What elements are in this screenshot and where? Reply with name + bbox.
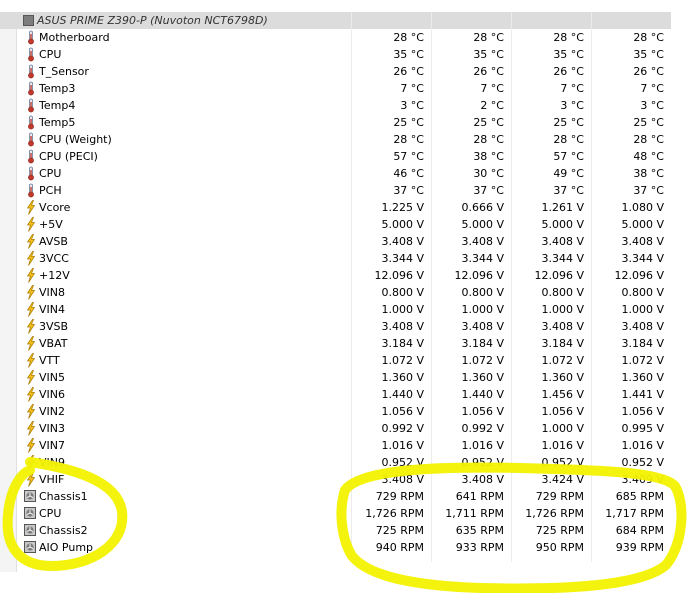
sensor-value: 5.000 V (621, 218, 664, 231)
sensor-value: 684 RPM (615, 524, 664, 537)
sensor-name: VHIF (39, 473, 65, 486)
sensor-table (0, 12, 671, 556)
sensor-value: 1.261 V (541, 201, 584, 214)
sensor-value: 933 RPM (455, 541, 504, 554)
sensor-value: 1.360 V (621, 371, 664, 384)
sensor-name: CPU (39, 48, 62, 61)
sensor-value: 1.360 V (461, 371, 504, 384)
column-separator (351, 12, 352, 562)
sensor-value: 1.360 V (541, 371, 584, 384)
sensor-value: 1.016 V (381, 439, 424, 452)
sensor-name: VIN5 (39, 371, 65, 384)
sensor-value: 3.408 V (381, 235, 424, 248)
sensor-value: 49 °C (553, 167, 584, 180)
sensor-name: VIN6 (39, 388, 65, 401)
sensor-value: 37 °C (553, 184, 584, 197)
thermometer-icon (26, 115, 36, 130)
sensor-name: Temp4 (39, 99, 76, 112)
sensor-value: 0.800 V (541, 286, 584, 299)
sensor-value: 1.000 V (381, 303, 424, 316)
sensor-name: Temp5 (39, 116, 76, 129)
chip-icon (23, 15, 34, 26)
sensor-value: 0.992 V (381, 422, 424, 435)
sensor-value: 3.408 V (461, 235, 504, 248)
thermometer-icon (26, 64, 36, 79)
sensor-name: Chassis1 (39, 490, 88, 503)
sensor-row[interactable] (0, 505, 671, 522)
sensor-row[interactable] (0, 267, 671, 284)
sensor-value: 25 °C (553, 116, 584, 129)
sensor-name: VTT (39, 354, 60, 367)
sensor-value: 28 °C (553, 31, 584, 44)
sensor-value: 3.184 V (461, 337, 504, 350)
voltage-icon (26, 472, 36, 487)
sensor-name: VIN8 (39, 286, 65, 299)
sensor-name: 3VSB (39, 320, 69, 333)
sensor-value: 939 RPM (615, 541, 664, 554)
sensor-value: 3.344 V (381, 252, 424, 265)
voltage-icon (26, 370, 36, 385)
sensor-name: Temp3 (39, 82, 76, 95)
sensor-row[interactable] (0, 182, 671, 199)
thermometer-icon (26, 132, 36, 147)
sensor-value: 3.408 V (381, 473, 424, 486)
thermometer-icon (26, 47, 36, 62)
sensor-value: 38 °C (633, 167, 664, 180)
sensor-row[interactable] (0, 454, 671, 471)
voltage-icon (26, 200, 36, 215)
sensor-value: 0.800 V (621, 286, 664, 299)
sensor-row[interactable] (0, 63, 671, 80)
sensor-row[interactable] (0, 403, 671, 420)
sensor-value: 685 RPM (615, 490, 664, 503)
sensor-name: T_Sensor (39, 65, 89, 78)
sensor-value: 3.408 V (621, 320, 664, 333)
sensor-name: +5V (39, 218, 63, 231)
sensor-value: 0.952 V (541, 456, 584, 469)
sensor-name: VIN3 (39, 422, 65, 435)
sensor-value: 46 °C (393, 167, 424, 180)
sensor-value: 12.096 V (534, 269, 584, 282)
sensor-name: +12V (39, 269, 70, 282)
column-separator (511, 12, 512, 562)
fan-icon (24, 490, 34, 505)
voltage-icon (26, 217, 36, 232)
sensor-value: 3.409 V (621, 473, 664, 486)
sensor-value: 0.952 V (381, 456, 424, 469)
sensor-value: 7 °C (400, 82, 424, 95)
voltage-icon (26, 302, 36, 317)
sensor-row[interactable] (0, 437, 671, 454)
thermometer-icon (26, 166, 36, 181)
voltage-icon (26, 455, 36, 470)
sensor-value: 1.016 V (541, 439, 584, 452)
sensor-value: 12.096 V (454, 269, 504, 282)
sensor-row[interactable] (0, 284, 671, 301)
sensor-value: 26 °C (633, 65, 664, 78)
sensor-row[interactable] (0, 420, 671, 437)
sensor-value: 1.225 V (381, 201, 424, 214)
sensor-value: 1,717 RPM (605, 507, 664, 520)
sensor-value: 28 °C (633, 133, 664, 146)
voltage-icon (26, 353, 36, 368)
sensor-value: 0.995 V (621, 422, 664, 435)
voltage-icon (26, 234, 36, 249)
sensor-value: 35 °C (633, 48, 664, 61)
sensor-name: Motherboard (39, 31, 110, 44)
sensor-value: 641 RPM (455, 490, 504, 503)
sensor-value: 1.000 V (541, 422, 584, 435)
thermometer-icon (26, 81, 36, 96)
sensor-value: 7 °C (560, 82, 584, 95)
sensor-value: 35 °C (473, 48, 504, 61)
sensor-value: 725 RPM (375, 524, 424, 537)
voltage-icon (26, 421, 36, 436)
sensor-row[interactable] (0, 301, 671, 318)
sensor-value: 0.952 V (621, 456, 664, 469)
sensor-value: 1.456 V (541, 388, 584, 401)
sensor-value: 3.184 V (541, 337, 584, 350)
voltage-icon (26, 387, 36, 402)
sensor-value: 5.000 V (381, 218, 424, 231)
sensor-value: 729 RPM (375, 490, 424, 503)
sensor-value: 1.000 V (541, 303, 584, 316)
sensor-value: 1.056 V (621, 405, 664, 418)
sensor-value: 30 °C (473, 167, 504, 180)
sensor-value: 1.080 V (621, 201, 664, 214)
sensor-row[interactable] (0, 335, 671, 352)
sensor-value: 3.408 V (381, 320, 424, 333)
sensor-value: 1.072 V (461, 354, 504, 367)
sensor-value: 28 °C (393, 31, 424, 44)
sensor-row[interactable] (0, 97, 671, 114)
sensor-name: Vcore (39, 201, 71, 214)
sensor-name: VBAT (39, 337, 68, 350)
sensor-name: 3VCC (39, 252, 69, 265)
thermometer-icon (26, 183, 36, 198)
sensor-row[interactable] (0, 148, 671, 165)
voltage-icon (26, 336, 36, 351)
sensor-value: 3.344 V (461, 252, 504, 265)
sensor-value: 3.184 V (381, 337, 424, 350)
sensor-value: 35 °C (553, 48, 584, 61)
sensor-value: 2 °C (480, 99, 504, 112)
sensor-value: 3.408 V (461, 473, 504, 486)
sensor-value: 729 RPM (535, 490, 584, 503)
sensor-value: 3.408 V (541, 235, 584, 248)
sensor-value: 725 RPM (535, 524, 584, 537)
sensor-value: 12.096 V (374, 269, 424, 282)
voltage-icon (26, 268, 36, 283)
sensor-value: 1,711 RPM (445, 507, 504, 520)
sensor-value: 940 RPM (375, 541, 424, 554)
voltage-icon (26, 404, 36, 419)
sensor-value: 1.072 V (621, 354, 664, 367)
sensor-value: 25 °C (393, 116, 424, 129)
sensor-value: 3 °C (560, 99, 584, 112)
sensor-row[interactable] (0, 114, 671, 131)
sensor-value: 3 °C (640, 99, 664, 112)
sensor-value: 3.424 V (541, 473, 584, 486)
sensor-value: 12.096 V (614, 269, 664, 282)
sensor-name: AVSB (39, 235, 68, 248)
sensor-value: 28 °C (633, 31, 664, 44)
sensor-value: 1.360 V (381, 371, 424, 384)
sensor-value: 57 °C (553, 150, 584, 163)
sensor-value: 7 °C (480, 82, 504, 95)
sensor-value: 35 °C (393, 48, 424, 61)
sensor-name: VIN9 (39, 456, 65, 469)
sensor-row[interactable] (0, 165, 671, 182)
sensor-row[interactable] (0, 46, 671, 63)
sensor-value: 1,726 RPM (365, 507, 424, 520)
sensor-value: 3 °C (400, 99, 424, 112)
sensor-value: 57 °C (393, 150, 424, 163)
sensor-row[interactable] (0, 488, 671, 505)
sensor-row[interactable] (0, 352, 671, 369)
sensor-value: 28 °C (393, 133, 424, 146)
sensor-value: 26 °C (553, 65, 584, 78)
sensor-value: 1.000 V (461, 303, 504, 316)
thermometer-icon (26, 149, 36, 164)
sensor-value: 28 °C (553, 133, 584, 146)
sensor-row[interactable] (0, 386, 671, 403)
sensor-value: 3.184 V (621, 337, 664, 350)
sensor-row[interactable] (0, 233, 671, 250)
sensor-row[interactable] (0, 80, 671, 97)
sensor-name: CPU (Weight) (39, 133, 112, 146)
sensor-value: 3.408 V (621, 235, 664, 248)
sensor-value: 3.408 V (461, 320, 504, 333)
sensor-value: 1.056 V (541, 405, 584, 418)
sensor-row[interactable] (0, 29, 671, 46)
sensor-value: 1.441 V (621, 388, 664, 401)
sensor-value: 3.344 V (541, 252, 584, 265)
sensor-value: 1.056 V (461, 405, 504, 418)
sensor-name: CPU (39, 167, 62, 180)
sensor-value: 28 °C (473, 133, 504, 146)
fan-icon (24, 507, 34, 522)
sensor-value: 1.072 V (381, 354, 424, 367)
sensor-group-header[interactable] (0, 12, 671, 29)
sensor-value: 26 °C (393, 65, 424, 78)
fan-icon (24, 524, 34, 539)
sensor-value: 0.800 V (381, 286, 424, 299)
sensor-group-title: ASUS PRIME Z390-P (Nuvoton NCT6798D) (37, 14, 268, 27)
sensor-value: 1,726 RPM (525, 507, 584, 520)
sensor-value: 37 °C (473, 184, 504, 197)
sensor-value: 26 °C (473, 65, 504, 78)
thermometer-icon (26, 98, 36, 113)
sensor-value: 25 °C (473, 116, 504, 129)
sensor-name: PCH (39, 184, 62, 197)
sensor-value: 38 °C (473, 150, 504, 163)
sensor-value: 48 °C (633, 150, 664, 163)
sensor-row[interactable] (0, 539, 671, 556)
sensor-row[interactable] (0, 369, 671, 386)
voltage-icon (26, 319, 36, 334)
sensor-value: 5.000 V (541, 218, 584, 231)
sensor-row[interactable] (0, 199, 671, 216)
sensor-value: 0.800 V (461, 286, 504, 299)
sensor-value: 1.072 V (541, 354, 584, 367)
sensor-value: 635 RPM (455, 524, 504, 537)
voltage-icon (26, 285, 36, 300)
sensor-name: CPU (39, 507, 62, 520)
sensor-value: 1.016 V (461, 439, 504, 452)
sensor-value: 37 °C (393, 184, 424, 197)
sensor-value: 1.016 V (621, 439, 664, 452)
sensor-value: 0.952 V (461, 456, 504, 469)
sensor-value: 37 °C (633, 184, 664, 197)
sensor-value: 0.666 V (461, 201, 504, 214)
sensor-value: 7 °C (640, 82, 664, 95)
column-separator (431, 12, 432, 562)
sensor-value: 3.344 V (621, 252, 664, 265)
voltage-icon (26, 438, 36, 453)
sensor-name: Chassis2 (39, 524, 88, 537)
voltage-icon (26, 251, 36, 266)
sensor-name: AIO Pump (39, 541, 94, 554)
sensor-row[interactable] (0, 522, 671, 539)
sensor-value: 25 °C (633, 116, 664, 129)
sensor-value: 1.000 V (621, 303, 664, 316)
sensor-row[interactable] (0, 471, 671, 488)
sensor-value: 0.992 V (461, 422, 504, 435)
sensor-row[interactable] (0, 131, 671, 148)
thermometer-icon (26, 30, 36, 45)
sensor-row[interactable] (0, 216, 671, 233)
sensor-value: 1.056 V (381, 405, 424, 418)
sensor-name: VIN7 (39, 439, 65, 452)
sensor-row[interactable] (0, 318, 671, 335)
column-separator (591, 12, 592, 562)
sensor-row[interactable] (0, 250, 671, 267)
sensor-name: VIN2 (39, 405, 65, 418)
sensor-value: 1.440 V (381, 388, 424, 401)
sensor-value: 950 RPM (535, 541, 584, 554)
sensor-value: 5.000 V (461, 218, 504, 231)
sensor-name: VIN4 (39, 303, 65, 316)
sensor-value: 28 °C (473, 31, 504, 44)
sensor-value: 1.440 V (461, 388, 504, 401)
fan-icon (24, 541, 34, 556)
sensor-value: 3.408 V (541, 320, 584, 333)
sensor-name: CPU (PECI) (39, 150, 98, 163)
